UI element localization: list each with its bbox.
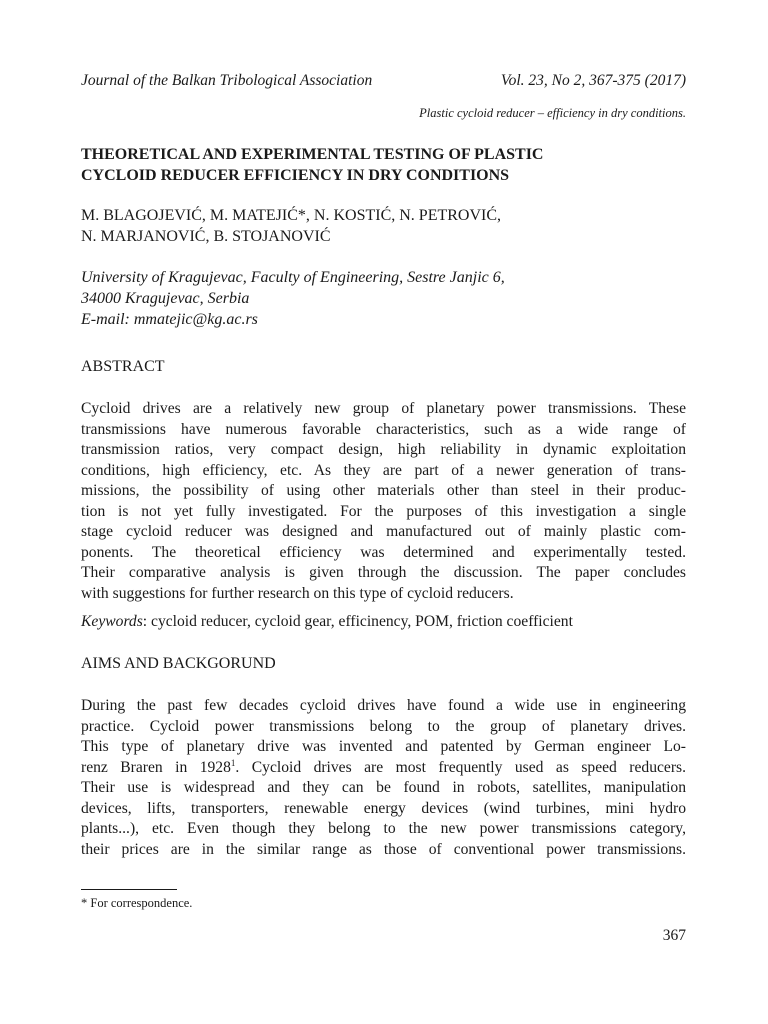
footnote-rule	[81, 889, 177, 890]
abstract-line: missions, the possibility of using other materials other than steel in their produc-	[81, 482, 686, 499]
abstract-heading: ABSTRACT	[81, 358, 165, 375]
abstract-line: Their comparative analysis is given through the discussion. The paper concludes	[81, 564, 686, 581]
abstract-line: transmissions have numerous favorable characteristics, such as a wide range of	[81, 420, 686, 438]
affiliation-line: University of Kragujevac, Faculty of Engineering, Sestre Janjic 6,	[81, 269, 505, 286]
keywords	[81, 613, 686, 631]
abstract-line: with suggestions for further research on this type of cycloid reducers.	[81, 584, 514, 602]
abstract-line: tion is not yet fully investigated. For the purposes of this investigation a single	[81, 502, 686, 520]
aims-line: Their use is widespread and they can be found in robots, satellites, manipulation	[81, 779, 686, 796]
title-line: THEORETICAL AND EXPERIMENTAL TESTING OF PLASTIC	[81, 146, 544, 163]
abstract-line: ponents. The theoretical efficiency was determined and experimentally tested.	[81, 543, 686, 561]
volume-info: Vol. 23, No 2, 367-375 (2017)	[500, 72, 686, 89]
journal-header	[81, 72, 686, 90]
email-line	[81, 309, 681, 330]
aims-line-text: renz Braren in 1928	[81, 758, 231, 776]
abstract-line: stage cycloid reducer was designed and manufactured out of mainly plastic com-	[81, 523, 686, 540]
journal-name: Journal of the Balkan Tribological Association	[81, 72, 373, 89]
abstract-line: transmission ratios, very compact design, high reliability in dynamic exploitation	[81, 441, 686, 458]
aims-line: their prices are in the similar range as those of conventional power transmissions.	[81, 840, 686, 858]
affiliation-line: 34000 Kragujevac, Serbia	[81, 290, 250, 307]
keywords-text: : cycloid reducer, cycloid gear, efficinency, POM, friction coefficient	[142, 613, 573, 630]
author-line: N. MARJANOVIĆ, B. STOJANOVIĆ	[81, 228, 331, 245]
reference-marker[interactable]: 1	[230, 757, 236, 768]
abstract-body	[81, 399, 686, 604]
affiliation	[81, 267, 681, 330]
footnote: * For correspondence.	[81, 896, 193, 910]
author-line: M. BLAGOJEVIĆ, M. MATEJIĆ*, N. KOSTIĆ, N. PETROVIĆ,	[81, 207, 502, 224]
aims-line: devices, lifts, transporters, renewable energy devices (wind turbines, mini hydro	[81, 799, 686, 817]
abstract-line: Cycloid drives are a relatively new group of planetary power transmissions. These	[81, 400, 686, 417]
author-list	[81, 205, 681, 247]
aims-line-text: . Cycloid drives are most frequently used as speed reducers.	[235, 758, 686, 776]
aims-line: plants...), etc. Even though they belong to the new power transmissions category,	[81, 820, 686, 837]
email-address[interactable]: : mmatejic@kg.ac.rs	[124, 311, 258, 328]
aims-heading: AIMS AND BACKGORUND	[81, 655, 276, 672]
aims-line: practice. Cycloid power transmissions belong to the group of planetary drives.	[81, 717, 686, 735]
keywords-label: Keywords	[81, 613, 143, 630]
aims-line: During the past few decades cycloid drives have found a wide use in engineering	[81, 697, 686, 714]
page-number: 367	[662, 927, 686, 944]
title-line: CYCLOID REDUCER EFFICIENCY IN DRY CONDITIONS	[81, 167, 510, 184]
running-title: Plastic cycloid reducer – efficiency in dry conditions.	[419, 106, 686, 120]
email-label: E-mail	[81, 311, 125, 328]
aims-line	[81, 758, 686, 779]
abstract-line: conditions, high efficiency, etc. As they are part of a newer generation of trans-	[81, 461, 686, 479]
aims-body	[81, 696, 686, 860]
aims-line: This type of planetary drive was invented and patented by German engineer Lo-	[81, 738, 686, 755]
paper-title	[81, 144, 681, 186]
